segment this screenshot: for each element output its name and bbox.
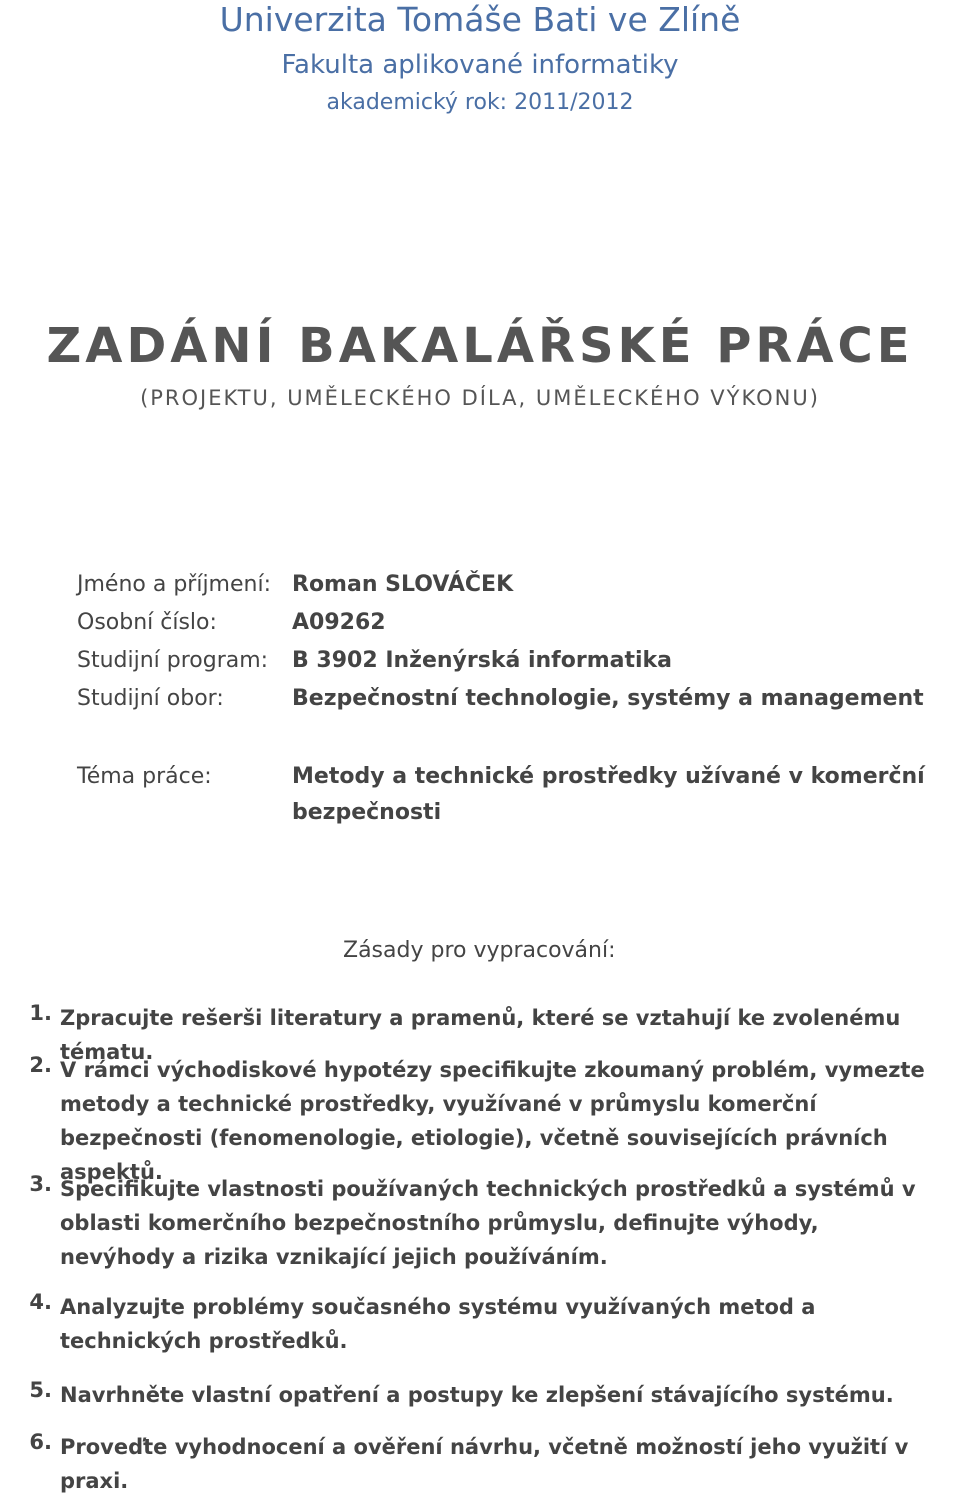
id-label: Osobní číslo: (77, 610, 217, 635)
document-title: ZADÁNÍ BAKALÁŘSKÉ PRÁCE (46, 318, 914, 374)
principle-number: 4. (29, 1290, 52, 1314)
principle-text: Specifikujte vlastnosti používaných technických prostředků a systémů v oblasti komerčního bezpečnostního průmyslu, definujte výhody, nevýhody a rizika vznikající jejich používáním. (60, 1177, 916, 1269)
topic-value-line2: bezpečnosti (292, 800, 442, 825)
program-label: Studijní program: (77, 648, 269, 673)
principle-text: Navrhněte vlastní opatření a postupy ke zlepšení stávajícího systému. (60, 1383, 894, 1407)
document-subtitle: (PROJEKTU, UMĚLECKÉHO DÍLA, UMĚLECKÉHO VÝKONU) (140, 386, 820, 410)
principle-number: 5. (29, 1378, 52, 1402)
principle-number: 2. (29, 1053, 52, 1077)
principle-number: 6. (29, 1430, 52, 1454)
id-value: A09262 (292, 610, 386, 635)
topic-value-line1: Metody a technické prostředky užívané v komerční (292, 764, 925, 789)
principle-text: V rámci východiskové hypotézy specifikujte zkoumaný problém, vymezte metody a technické prostředky, využívané v průmyslu komerční bezpečnosti (fenomenologie, etiologie), včetně souvisejících právních aspektů. (60, 1058, 925, 1184)
university-name: Univerzita Tomáše Bati ve Zlíně (219, 0, 741, 39)
academic-year: akademický rok: 2011/2012 (326, 90, 634, 115)
principle-text: Zpracujte rešerši literatury a pramenů, které se vztahují ke zvolenému tématu. (60, 1006, 901, 1064)
principles-heading: Zásady pro vypracování: (343, 938, 616, 963)
principle-number: 3. (29, 1172, 52, 1196)
principle-text: Proveďte vyhodnocení a ověření návrhu, včetně možností jeho využití v praxi. (60, 1435, 909, 1493)
field-value: Bezpečnostní technologie, systémy a management (292, 686, 924, 711)
name-label: Jméno a příjmení: (77, 572, 271, 597)
program-value: B 3902 Inženýrská informatika (292, 648, 673, 673)
name-value: Roman SLOVÁČEK (292, 572, 514, 597)
field-label: Studijní obor: (77, 686, 224, 711)
principle-text: Analyzujte problémy současného systému využívaných metod a technických prostředků. (60, 1295, 816, 1353)
topic-label: Téma práce: (77, 764, 212, 789)
faculty-name: Fakulta aplikované informatiky (281, 50, 679, 80)
principle-number: 1. (29, 1001, 52, 1025)
